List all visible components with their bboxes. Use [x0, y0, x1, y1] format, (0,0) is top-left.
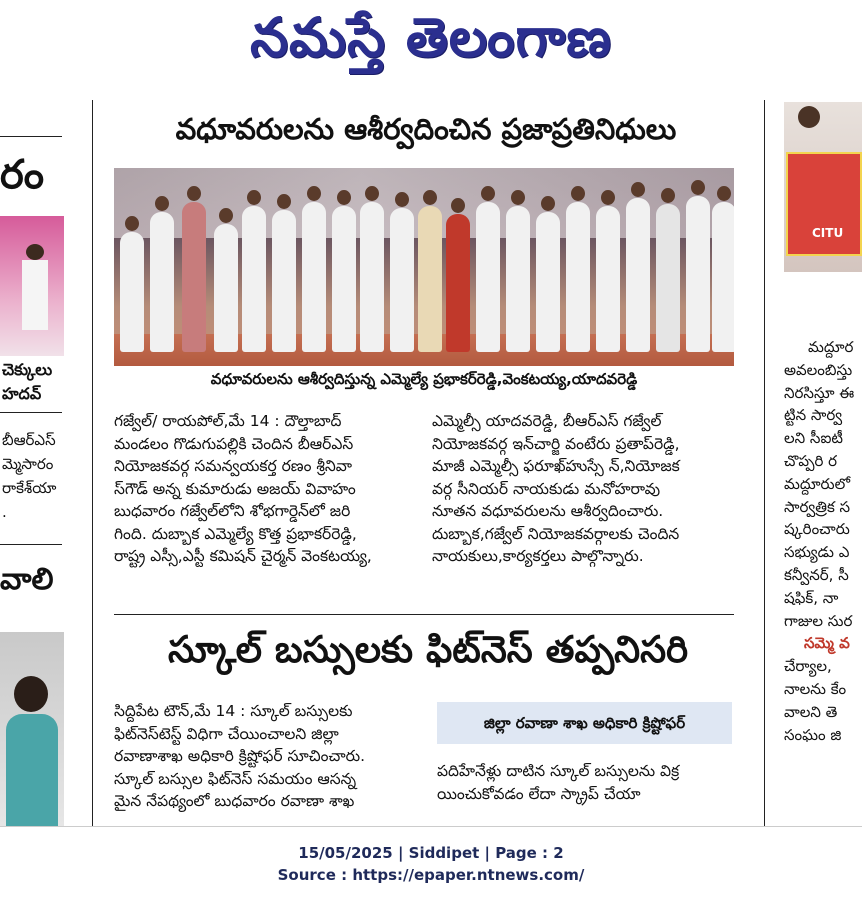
left-rule-mid [0, 412, 62, 413]
right-body-line: సంఘం జి [784, 725, 842, 744]
left-photo [0, 216, 64, 356]
right-photo-head [798, 106, 820, 128]
left-photo-2-head [14, 676, 48, 712]
photo-person [360, 202, 384, 352]
photo-person [712, 202, 734, 352]
photo-person [302, 202, 326, 352]
photo-person [332, 206, 356, 352]
footer-date-page: 15/05/2025 | Siddipet | Page : 2 [298, 844, 564, 862]
left-headline-fragment: రం [0, 152, 44, 198]
left-headline-fragment-2: వాలి [0, 562, 54, 597]
right-body-line: గాజుల సుర [784, 611, 853, 630]
wedding-photo [114, 168, 734, 366]
body-line: సిద్దిపేట టౌన్,మే 14 : స్కూల్ బస్సులకు [114, 702, 353, 720]
left-rule-top [0, 136, 62, 137]
left-body-line: బీఆర్‌ఎస్ [2, 431, 56, 449]
masthead-title: నమస్తే తెలంగాణ [250, 6, 612, 69]
right-body-line: లని సీఐటీ [784, 429, 843, 448]
photo-person [272, 210, 296, 352]
photo-person [506, 206, 530, 352]
right-photo [784, 102, 862, 272]
main-column [92, 100, 764, 826]
wedding-body-col2 [432, 410, 734, 568]
photo-groom [418, 206, 442, 352]
photo-person [686, 196, 710, 352]
right-body-line: నిరసిస్తూ ఈ [784, 383, 855, 402]
body-line: ఫిట్‌నెస్‌టెస్ట్ విధిగా చేయించాలని జిల్లా [114, 724, 339, 743]
photo-caption: వధూవరులను ఆశీర్వదిస్తున్న ఎమ్మెల్యే ప్రభాకర్‌రెడ్డి,వెంకటయ్య,యాదవరెడ్డి [210, 370, 638, 388]
body-line: రవాణాశాఖ అధికారి క్రిష్టోఫర్ సూచించారు. [114, 747, 366, 765]
body-line: నియోజకవర్గ సమన్వయకర్త రణం శ్రీనివా [114, 457, 353, 475]
left-partial-column [0, 100, 66, 826]
left-body-line: మ్మెసారం [2, 455, 54, 473]
right-body-line: సార్వత్రిక స [784, 497, 851, 516]
photo-person [120, 232, 144, 352]
photo-person [214, 224, 238, 352]
body-line: ఎమ్మెల్సీ యాదవరెడ్డి, బీఆర్‌ఎస్ గజ్వేల్ [432, 412, 662, 430]
left-body-line: రాకేశ్‌యా [2, 479, 57, 497]
story-separator [114, 614, 734, 615]
left-photo-person [26, 244, 44, 260]
photo-person [566, 202, 590, 352]
body-line: నూతన వధూవరులను ఆశీర్వదించారు. [432, 502, 664, 520]
right-body-line: మద్దూరులో [784, 474, 851, 493]
wedding-headline: వధూవరులను ఆశీర్వదించిన ప్రజాప్రతినిధులు [175, 112, 677, 146]
bus-body-col2 [437, 760, 732, 805]
right-body-line: సభ్యుడు ఎ [784, 543, 850, 562]
body-line: దుబ్బాక,గజ్వేల్ నియోజకవర్గాలకు చెందిన [432, 524, 680, 543]
right-body-line: చొప్పరి ర [784, 451, 838, 470]
photo-person [182, 202, 206, 352]
wedding-body-col1 [114, 410, 412, 568]
body-line: గజ్వేల్/ రాయపోల్,మే 14 : దౌల్తాబాద్ [114, 412, 342, 430]
photo-person [150, 212, 174, 352]
right-partial-column [784, 100, 862, 826]
right-body-line: వాలని తె [784, 702, 838, 721]
column-divider-right [764, 100, 765, 826]
body-line: మైన నేపథ్యంలో బుధవారం రవాణా శాఖ [114, 792, 355, 810]
bus-body-col1 [114, 700, 420, 813]
left-body-line: . [2, 503, 7, 521]
body-line: బుధవారం గజ్వేల్‌లోని శోభగార్డెన్‌లో జరి [114, 502, 351, 520]
footer [0, 842, 862, 886]
body-line: పదిహేనేళ్లు దాటిన స్కూల్ బస్సులను విక్ర [437, 762, 680, 780]
left-caption-line: హదవ్ [2, 384, 42, 403]
left-caption [2, 358, 52, 406]
body-line: వర్గ సీనియర్ నాయకుడు మనోహరావు [432, 479, 661, 498]
body-line: స్కూల్ బస్సుల ఫిట్‌నెస్ సమయం ఆసన్న [114, 769, 357, 788]
right-highlight: సమ్మె వ [804, 634, 850, 653]
body-line: గింది. దుబ్బాక ఎమ్మెల్యే కొత్త ప్రభాకర్‌రెడ్డి, [114, 524, 357, 543]
right-banner-text: CITU [812, 226, 844, 240]
right-body-line: అవలంబిస్తు [784, 360, 853, 379]
body-line: రాష్ట్ర ఎస్సీ,ఎస్టీ కమిషన్ చైర్మన్ వెంకటయ్య, [114, 547, 372, 565]
right-body-line: కన్వీనర్, సీ [784, 565, 849, 584]
right-body-line: ష్కరించారు [784, 520, 850, 539]
body-line: నియోజకవర్గ ఇన్‌చార్జి వంటేరు ప్రతాప్‌రెడ్డి, [432, 434, 680, 453]
footer-divider [0, 826, 862, 827]
body-line: మాజీ ఎమ్మెల్సీ ఫరూఖ్‌హుస్సే న్,నియోజక [432, 457, 680, 475]
left-photo-2 [0, 632, 64, 826]
photo-person [390, 208, 414, 352]
right-body-line: చేర్యాల, [784, 657, 832, 676]
right-body-line: ట్టిన సార్వ [784, 406, 843, 425]
bus-subhead: జిల్లా రవాణా శాఖ అధికారి క్రిష్టోఫర్ [437, 702, 732, 744]
body-line: మండలం గొడుగుపల్లికి చెందిన బీఆర్‌ఎస్ [114, 434, 354, 453]
photo-person [656, 204, 680, 352]
photo-person [626, 198, 650, 352]
body-line: స్‌గౌడ్ అన్న కుమారుడు అజయ్ వివాహం [114, 479, 356, 498]
left-rule-low [0, 544, 62, 545]
right-banner [786, 152, 862, 256]
right-body-line: షఫిక్, నా [784, 588, 839, 607]
photo-person [596, 206, 620, 352]
school-bus-headline: స్కూల్ బస్సులకు ఫిట్‌నెస్ తప్పనిసరి [167, 628, 689, 671]
photo-person [242, 206, 266, 352]
left-photo-2-body [6, 714, 58, 826]
left-caption-line: చెక్కులు [2, 360, 53, 379]
left-body [2, 428, 56, 524]
left-photo-shirt [22, 260, 48, 330]
body-line: యించుకోవడం లేదా స్క్రాప్ చేయా [437, 784, 641, 803]
photo-person [476, 202, 500, 352]
photo-person [536, 212, 560, 352]
right-body-line: మద్దూర [808, 338, 854, 356]
photo-bride [446, 214, 470, 352]
body-line: నాయకులు,కార్యకర్తలు పాల్గొన్నారు. [432, 547, 644, 565]
masthead [0, 0, 862, 90]
right-body [784, 336, 862, 746]
footer-source-link[interactable]: Source : https://epaper.ntnews.com/ [277, 866, 585, 884]
right-body-line: నాలను కేం [784, 679, 847, 698]
